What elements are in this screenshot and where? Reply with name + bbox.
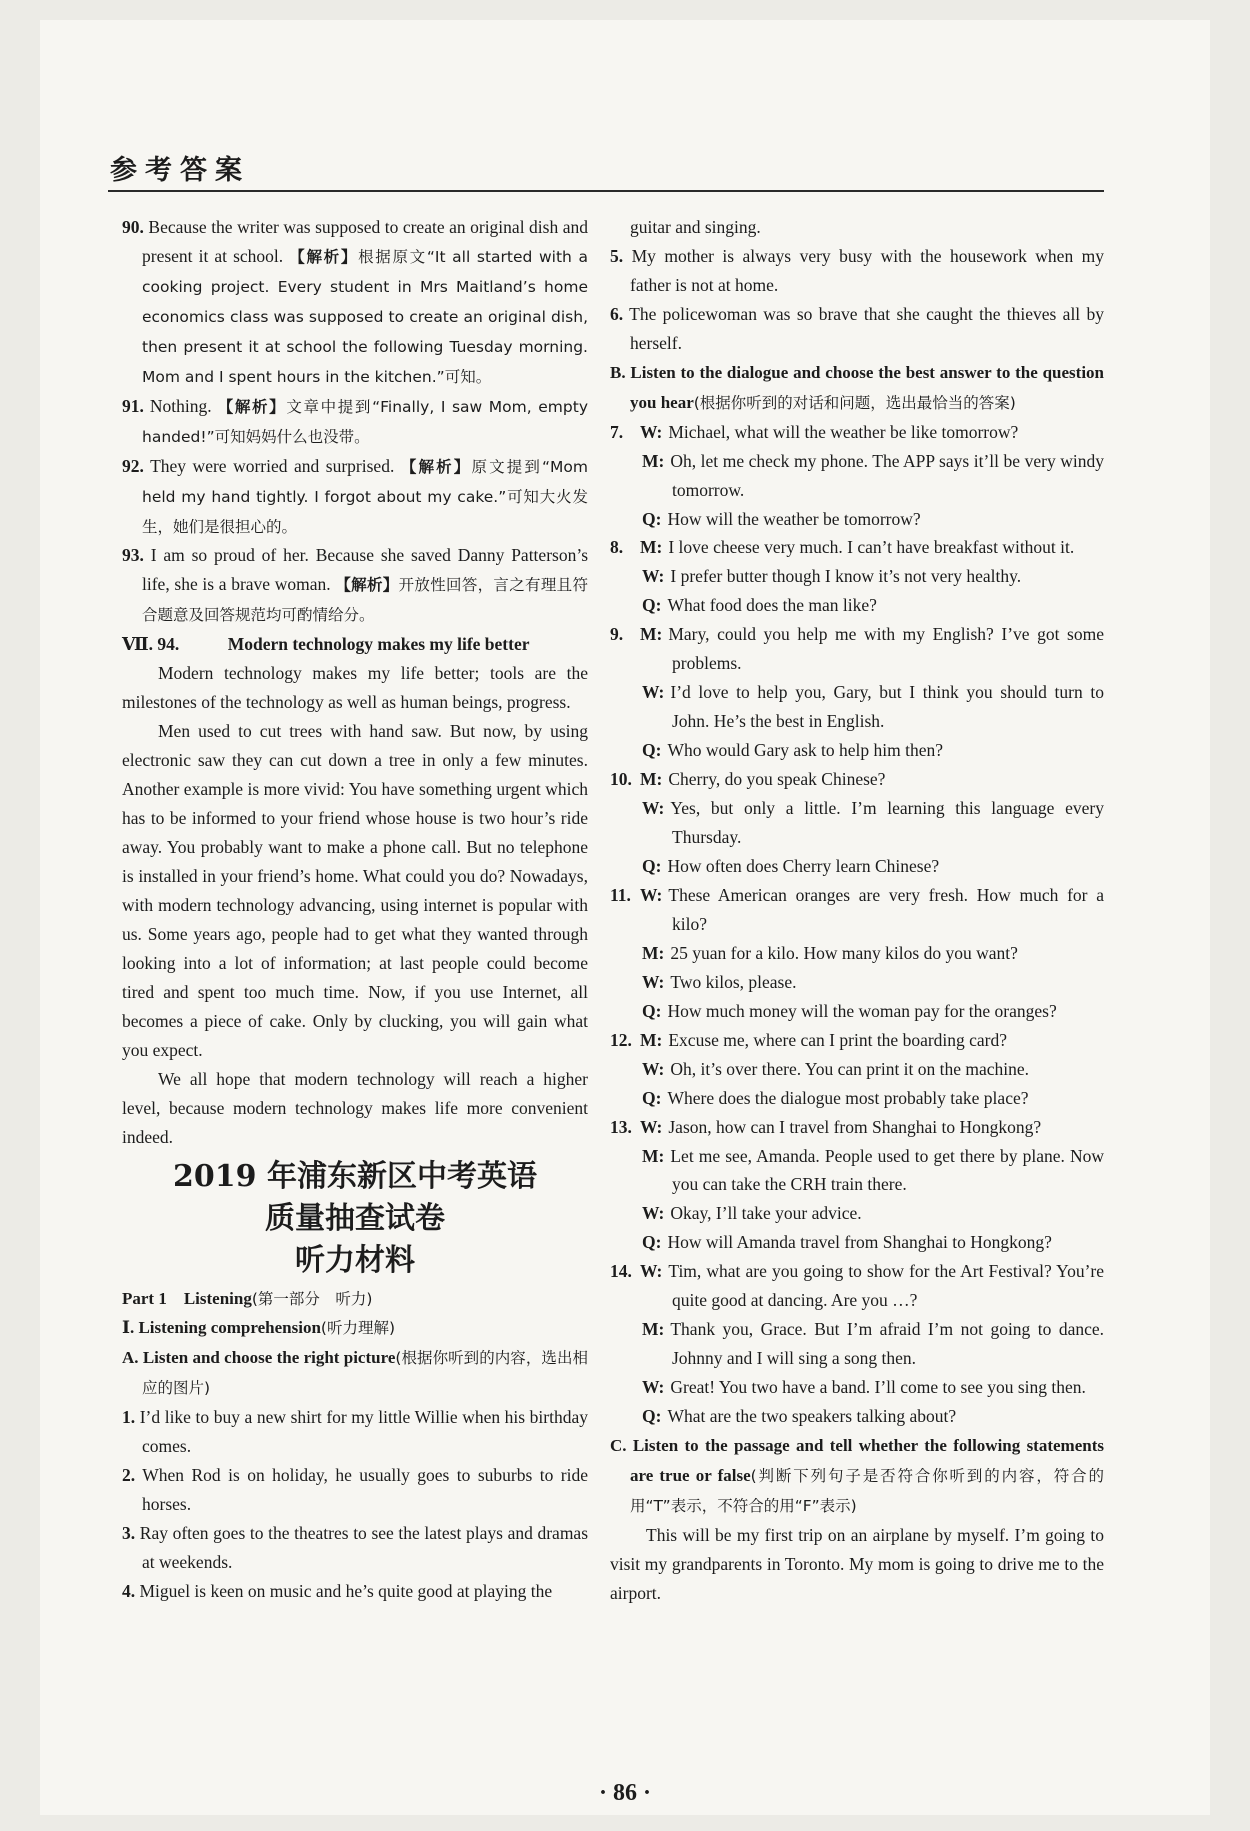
dialogue-line (610, 1026, 1104, 1055)
listening-item-3: 3. Ray often goes to the theatres to see the latest plays and dramas at weekends. (122, 1523, 589, 1573)
speaker-text: I’d love to help you, Gary, but I think you should turn to John. He’s the best in English. (670, 682, 1104, 732)
listening-item-4: 4. Miguel is keen on music and he’s quite good at playing the (122, 1581, 553, 1602)
dialogue-line (610, 447, 1104, 505)
section-b-heading: B. Listen to the dialogue and choose the best answer to the question you hear(根据你听到的对话和问题，选出最恰当的答案) (610, 362, 1104, 412)
speaker-label: W: (642, 971, 665, 992)
speaker-text: Great! You two have a band. I’ll come to see you sing then. (670, 1377, 1086, 1398)
speaker-text: Let me see, Amanda. People used to get there by plane. Now you can take the CRH train there. (670, 1145, 1104, 1195)
speaker-label: Q: (642, 740, 662, 761)
answer-92: 92. They were worried and surprised. 【解析】原文提到“Mom held my hand tightly. I forgot about my cake.”可知大火发生，她们是很担心的。 (122, 455, 588, 536)
speaker-label: Q: (642, 1232, 662, 1253)
speaker-text: Yes, but only a little. I’m learning this language every Thursday. (670, 798, 1104, 848)
speaker-label: W: (640, 421, 663, 442)
speaker-text: 25 yuan for a kilo. How many kilos do you want? (670, 942, 1018, 963)
dialogue-line (610, 418, 1104, 447)
dialogue-number: 8. (610, 537, 624, 558)
speaker-text: I love cheese very much. I can’t have breakfast without it. (668, 537, 1075, 558)
essay-heading: Ⅶ. 94. Modern technology makes my life better (122, 634, 530, 655)
speaker-text: What food does the man like? (667, 595, 877, 616)
speaker-text: Michael, what will the weather be like tomorrow? (668, 421, 1019, 442)
speaker-label: M: (640, 1029, 663, 1050)
speaker-label: Q: (642, 595, 662, 616)
speaker-label: W: (642, 682, 665, 703)
dialogue-line (610, 881, 1104, 939)
dialogue-line (610, 505, 1104, 534)
speaker-text: Jason, how can I travel from Shanghai to Hongkong? (668, 1116, 1042, 1137)
speaker-label: Q: (642, 855, 662, 876)
speaker-text: How much money will the woman pay for the oranges? (667, 1000, 1057, 1021)
speaker-label: W: (642, 1058, 665, 1079)
speaker-label: W: (640, 884, 663, 905)
speaker-label: M: (640, 769, 663, 790)
listening-item-4-continued: guitar and singing. (630, 217, 761, 237)
dialogue-line (610, 794, 1104, 852)
dialogue-line (610, 997, 1104, 1026)
dialogue-line (610, 1257, 1104, 1315)
speaker-text: How often does Cherry learn Chinese? (667, 855, 940, 876)
header-title: 参考答案 (110, 155, 250, 186)
dialogue-line (610, 1084, 1104, 1113)
speaker-label: M: (642, 450, 665, 471)
answer-91: 91. Nothing. 【解析】文章中提到“Finally, I saw Mom, empty handed!”可知妈妈什么也没带。 (122, 395, 588, 446)
speaker-label: Q: (642, 1087, 662, 1108)
answer-93: 93. I am so proud of her. Because she saved Danny Patterson’s life, she is a brave woman. 【解析】开放性回答，言之有理且符合题意及回答规范均可酌情给分。 (122, 545, 589, 625)
essay-paragraph-3: We all hope that modern technology will reach a higher level, because modern technology makes life more convenient indeed. (122, 1068, 588, 1147)
dialogue-line (610, 939, 1104, 968)
dialogue-number: 12. (610, 1029, 632, 1050)
speaker-label: M: (642, 1319, 665, 1340)
dialogue-line (610, 765, 1104, 794)
speaker-text: Cherry, do you speak Chinese? (668, 769, 886, 790)
dialogue-line (610, 1373, 1104, 1402)
dialogue-line (610, 968, 1104, 997)
dialogue-line (610, 533, 1104, 562)
speaker-text: Tim, what are you going to show for the Art Festival? You’re quite good at dancing. Are you …? (668, 1261, 1104, 1311)
section-c-heading: C. Listen to the passage and tell whether the following statements are true or false(判断下列句子是否符合你听到的内容，符合的用“T”表示，不符合的用“F”表示) (610, 1436, 1104, 1515)
dialogue-number: 9. (610, 624, 624, 645)
passage-text: This will be my first trip on an airplane by myself. I’m going to visit my grandparents in Toronto. My mom is going to drive me to the airport. (610, 1524, 1104, 1603)
speaker-text: Who would Gary ask to help him then? (667, 740, 944, 761)
essay-paragraph-2: Men used to cut trees with hand saw. But now, by using electronic saw they can cut down a tree in only a few minutes. Another example is more vivid: You have something urgent which has to be informed to your friend whose house is two hour’s ride away. You probably want to make a phone call. But no telephone is installed in your friend’s home. What could you do? Nowadays, with modern technology advancing, using internet is popular with us. Some years ago, people had to get what they wanted through looking into a lot of information; at last people could become tired and spent too much time. Now, if you use Internet, all becomes a piece of cake. Only by clucking, you will gain what you expect. (122, 721, 588, 1060)
speaker-label: Q: (642, 1406, 662, 1427)
speaker-text: Oh, let me check my phone. The APP says it’ll be very windy tomorrow. (670, 450, 1104, 500)
speaker-label: W: (640, 1261, 663, 1282)
dialogue-line (610, 1199, 1104, 1228)
section-1-heading: Ⅰ. Listening comprehension(听力理解) (122, 1318, 396, 1338)
speaker-label: W: (642, 798, 665, 819)
dialogue-line (610, 620, 1104, 678)
speaker-label: Q: (642, 1000, 662, 1021)
speaker-label: M: (640, 624, 663, 645)
listening-item-5: 5. My mother is always very busy with the housework when my father is not at home. (610, 245, 1105, 295)
dialogue-list (610, 418, 1104, 1431)
part1-heading: Part 1 Listening(第一部分 听力) (122, 1288, 373, 1308)
speaker-text: Okay, I’ll take your advice. (670, 1203, 862, 1224)
answer-90: 90. Because the writer was supposed to create an original dish and present it at school. 【解析】根据原文“It all started with a cooking project. Every student in Mrs Maitland’s home economics class was supposed to create an original dish, then present it at school the following Tuesday morning. Mom and I spent hours in the kitchen.”可知。 (122, 217, 589, 386)
speaker-label: M: (640, 537, 663, 558)
listening-item-1: 1. I’d like to buy a new shirt for my little Willie when his birthday comes. (122, 1407, 589, 1457)
left-column (122, 213, 588, 1606)
dialogue-line (610, 852, 1104, 881)
speaker-text: How will the weather be tomorrow? (667, 508, 921, 529)
exam-title: 2019 年浦东新区中考英语 质量抽查试卷 听力材料 (173, 1158, 537, 1278)
speaker-text: These American oranges are very fresh. How much for a kilo? (668, 884, 1104, 934)
speaker-text: Where does the dialogue most probably take place? (667, 1087, 1029, 1108)
dialogue-line (610, 1055, 1104, 1084)
speaker-text: Oh, it’s over there. You can print it on the machine. (670, 1058, 1030, 1079)
section-a-heading: A. Listen and choose the right picture(根据你听到的内容，选出相应的图片) (122, 1348, 588, 1398)
speaker-label: W: (640, 1116, 663, 1137)
dialogue-number: 13. (610, 1116, 632, 1137)
speaker-label: W: (642, 1377, 665, 1398)
speaker-label: M: (642, 942, 665, 963)
listening-item-2: 2. When Rod is on holiday, he usually goes to suburbs to ride horses. (122, 1465, 589, 1515)
speaker-label: W: (642, 566, 665, 587)
dialogue-line (610, 1113, 1104, 1142)
listening-item-6: 6. The policewoman was so brave that she caught the thieves all by herself. (610, 303, 1104, 353)
speaker-text: Mary, could you help me with my English? I’ve got some problems. (668, 624, 1104, 674)
dialogue-line (610, 1228, 1104, 1257)
header-rule (108, 190, 1104, 192)
dialogue-number: 14. (610, 1261, 632, 1282)
speaker-label: W: (642, 1203, 665, 1224)
dialogue-line (610, 1142, 1104, 1200)
dialogue-line (610, 1402, 1104, 1431)
speaker-label: Q: (642, 508, 662, 529)
speaker-label: M: (642, 1145, 665, 1166)
speaker-text: How will Amanda travel from Shanghai to Hongkong? (667, 1232, 1052, 1253)
dialogue-line (610, 1315, 1104, 1373)
speaker-text: Two kilos, please. (670, 971, 797, 992)
dialogue-number: 10. (610, 769, 632, 790)
speaker-text: What are the two speakers talking about? (667, 1406, 957, 1427)
speaker-text: Excuse me, where can I print the boarding card? (668, 1029, 1008, 1050)
essay-paragraph-1: Modern technology makes my life better; tools are the milestones of the technology as well as human beings, progress. (122, 663, 588, 713)
speaker-text: Thank you, Grace. But I’m afraid I’m not going to dance. Johnny and I will sing a song then. (670, 1319, 1104, 1369)
dialogue-line (610, 591, 1104, 620)
essay-title: Modern technology makes my life better (227, 634, 530, 655)
right-column (610, 213, 1104, 1608)
dialogue-number: 11. (610, 884, 631, 905)
page-number: · 86 · (598, 1780, 651, 1806)
dialogue-number: 7. (610, 421, 624, 442)
speaker-text: I prefer butter though I know it’s not very healthy. (670, 566, 1022, 587)
dialogue-line (610, 562, 1104, 591)
dialogue-line (610, 736, 1104, 765)
dialogue-line (610, 678, 1104, 736)
